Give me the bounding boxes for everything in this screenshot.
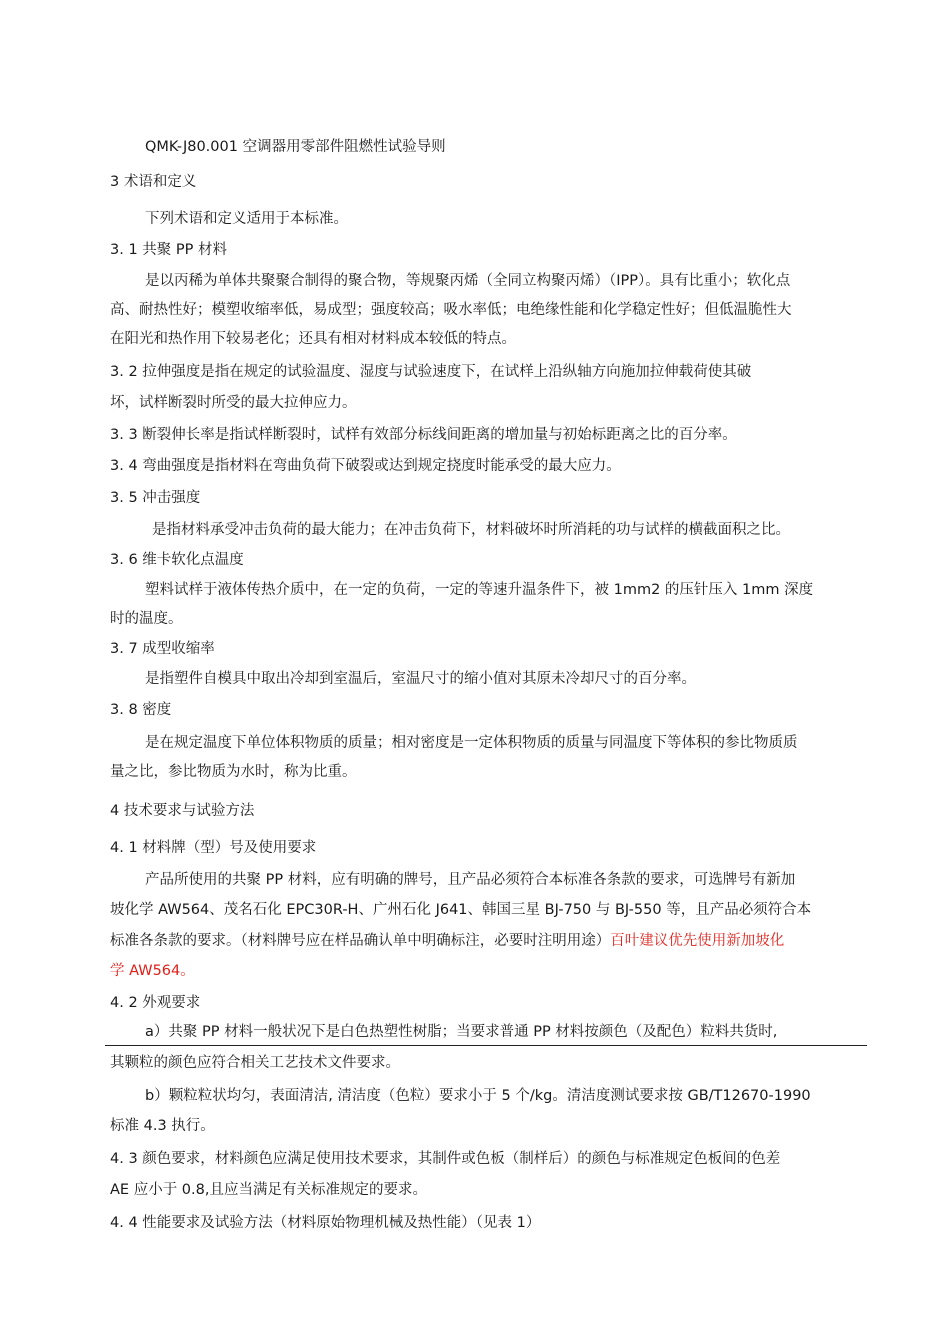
paragraph-line: 下列术语和定义适用于本标准。 <box>145 211 348 227</box>
paragraph-line: 是指塑件自模具中取出冷却到室温后，室温尺寸的缩小值对其原未冷却尺寸的百分率。 <box>145 671 696 687</box>
list-item-b: b）颗粒粒状均匀，表面清洁, 清洁度（色粒）要求小于 5 个/kg。清洁度测试要求按 GB/T12670-1990 <box>145 1088 811 1104</box>
section-3-heading: 3 术语和定义 <box>110 174 197 190</box>
subsection-3-2-line: 3. 2 拉伸强度是指在规定的试验温度、湿度与试验速度下，在试样上沿纵轴方向施加拉伸载荷使其破 <box>110 364 752 380</box>
subsection-3-7-heading: 3. 7 成型收缩率 <box>110 641 215 657</box>
paragraph-line: 是以丙稀为单体共聚聚合制得的聚合物，等规聚丙烯（全同立构聚丙烯）（IPP）。具有比重小；软化点 <box>145 273 791 289</box>
paragraph-line: 在阳光和热作用下较易老化；还具有相对材料成本较低的特点。 <box>110 331 516 347</box>
subsection-3-1-heading: 3. 1 共聚 PP 材料 <box>110 242 227 258</box>
subsection-4-4-heading: 4. 4 性能要求及试验方法（材料原始物理机械及热性能）（见表 1） <box>110 1215 541 1231</box>
paragraph-line: 时的温度。 <box>110 611 183 627</box>
subsection-3-4-line: 3. 4 弯曲强度是指材料在弯曲负荷下破裂或达到规定挠度时能承受的最大应力。 <box>110 458 621 474</box>
subsection-4-1-heading: 4. 1 材料牌（型）号及使用要求 <box>110 840 317 856</box>
subsection-3-3-line: 3. 3 断裂伸长率是指试样断裂时，试样有效部分标线间距离的增加量与初始标距离之比的百分率。 <box>110 427 737 443</box>
subsection-4-3-line: 4. 3 颜色要求，材料颜色应满足使用技术要求，其制件或色板（制样后）的颜色与标准规定色板间的色差 <box>110 1151 781 1167</box>
highlighted-recommendation: 百叶建议优先使用新加坡化 <box>610 933 785 949</box>
highlighted-recommendation: 学 AW564。 <box>110 963 195 979</box>
page-divider-line <box>105 1045 867 1046</box>
list-item-a: a）共聚 PP 材料一般状况下是白色热塑性树脂；当要求普通 PP 材料按颜色（及配色）粒料共货时, <box>145 1024 778 1040</box>
section-4-heading: 4 技术要求与试验方法 <box>110 803 255 819</box>
subsection-3-6-heading: 3. 6 维卡软化点温度 <box>110 552 244 568</box>
paragraph-line: 是指材料承受冲击负荷的最大能力；在冲击负荷下，材料破坏时所消耗的功与试样的横截面积之比。 <box>152 522 790 538</box>
paragraph-line: 坏，试样断裂时所受的最大拉伸应力。 <box>110 395 357 411</box>
paragraph-line: 产品所使用的共聚 PP 材料，应有明确的牌号，且产品必须符合本标准各条款的要求，可选牌号有新加 <box>145 872 796 888</box>
paragraph-line: 是在规定温度下单位体积物质的质量；相对密度是一定体积物质的质量与同温度下等体积的参比物质质 <box>145 735 798 751</box>
paragraph-line: 坡化学 AW564、茂名石化 EPC30R-H、广州石化 J641、韩国三星 BJ-750 与 BJ-550 等，且产品必须符合本 <box>110 902 812 918</box>
paragraph-line: 其颗粒的颜色应符合相关工艺技术文件要求。 <box>110 1055 400 1071</box>
paragraph-line: 量之比，参比物质为水时，称为比重。 <box>110 764 357 780</box>
paragraph-line: 高、耐热性好；模塑收缩率低，易成型；强度较高；吸水率低；电绝缘性能和化学稳定性好；但低温脆性大 <box>110 302 792 318</box>
paragraph-line: 塑料试样于液体传热介质中，在一定的负荷，一定的等速升温条件下，被 1mm2 的压针压入 1mm 深度 <box>145 582 814 598</box>
paragraph-text: 标准各条款的要求。（材料牌号应在样品确认单中明确标注，必要时注明用途） <box>110 933 611 949</box>
subsection-3-5-heading: 3. 5 冲击强度 <box>110 490 201 506</box>
subsection-4-2-heading: 4. 2 外观要求 <box>110 995 201 1011</box>
reference-standard-line: QMK-J80.001 空调器用零部件阻燃性试验导则 <box>145 139 446 155</box>
subsection-3-8-heading: 3. 8 密度 <box>110 702 172 718</box>
paragraph-line: 标准 4.3 执行。 <box>110 1118 215 1134</box>
paragraph-line <box>110 931 784 951</box>
paragraph-line: AE 应小于 0.8,且应当满足有关标准规定的要求。 <box>110 1182 427 1198</box>
